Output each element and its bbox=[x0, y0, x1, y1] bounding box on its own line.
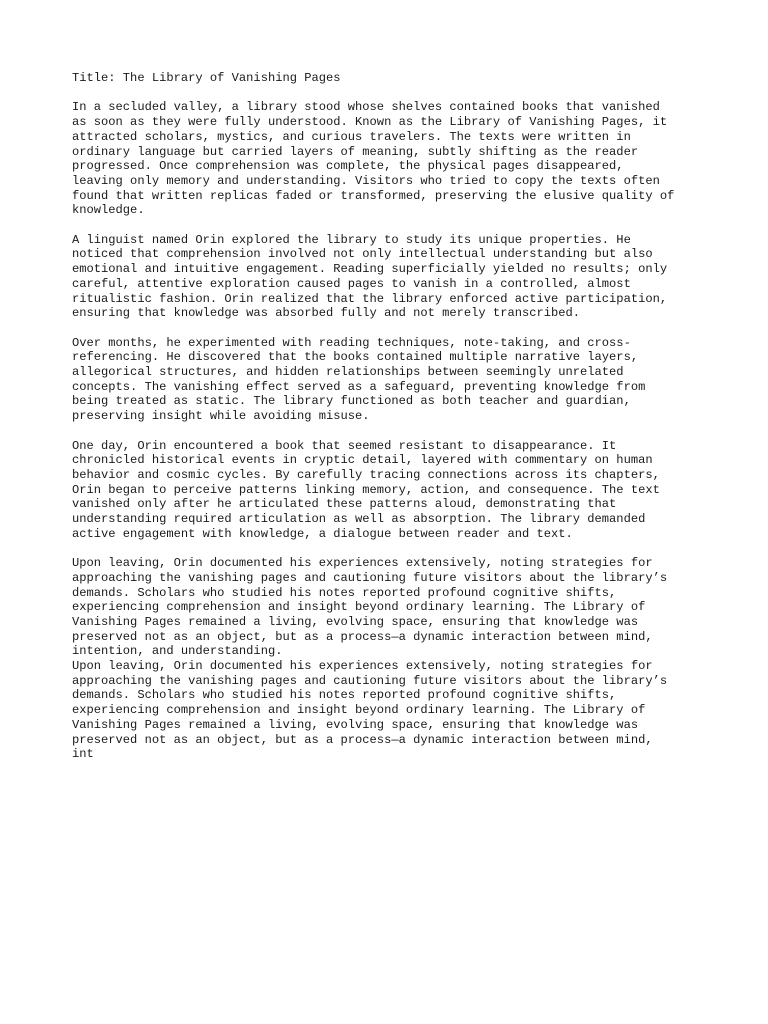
document-title: Title: The Library of Vanishing Pages bbox=[72, 71, 341, 85]
paragraph-4: One day, Orin encountered a book that seemed resistant to disappearance. It chronicled historical events in cryptic detail, layered with commentary on human behavior and cosmic cycles. By carefully tracing connections across its chapters, Orin began to perceive patterns linking memory, action, and consequence. The text vanished only after he articulated these patterns aloud, demonstrating that understanding required articulation as well as absorption. The library demanded active engagement with knowledge, a dialogue between reader and text. bbox=[72, 438, 660, 541]
paragraph-5: Upon leaving, Orin documented his experiences extensively, noting strategies for approaching the vanishing pages and cautioning future visitors about the library’s demands. Scholars who studied his notes reported profound cognitive shifts, experiencing comprehension and insight beyond ordinary learning. The Library of Vanishing Pages remained a living, evolving space, ensuring that knowledge was preserved not as an object, but as a process—a dynamic interaction between mind, intention, and understanding. bbox=[72, 556, 668, 659]
paragraph-2: A linguist named Orin explored the library to study its unique properties. He noticed that comprehension involved not only intellectual understanding but also emotional and intuitive engagement. Reading superficially yielded no results; only careful, attentive exploration caused pages to vanish in a controlled, almost ritualistic fashion. Orin realized that the library enforced active participation, ensuring that knowledge was absorbed fully and not merely transcribed. bbox=[72, 232, 668, 321]
paragraph-1: In a secluded valley, a library stood whose shelves contained books that vanished as soon as they were fully understood. Known as the Library of Vanishing Pages, it attracted scholars, mystics, and curious travelers. The texts were written in ordinary language but carried layers of meaning, subtly shifting as the reader progressed. Once comprehension was complete, the physical pages disappeared, leaving only memory and understanding. Visitors who tried to copy the texts often found that written replicas faded or transformed, preserving the elusive quality of knowledge. bbox=[72, 100, 675, 218]
paragraph-6-truncated: Upon leaving, Orin documented his experiences extensively, noting strategies for approaching the vanishing pages and cautioning future visitors about the library’s demands. Scholars who studied his notes reported profound cognitive shifts, experiencing comprehension and insight beyond ordinary learning. The Library of Vanishing Pages remained a living, evolving space, ensuring that knowledge was preserved not as an object, but as a process—a dynamic interaction between mind, int bbox=[72, 659, 668, 762]
document-page bbox=[72, 71, 712, 762]
paragraph-3: Over months, he experimented with reading techniques, note-taking, and cross- referencing. He discovered that the books contained multiple narrative layers, allegorical structures, and hidden relationships between seemingly unrelated concepts. The vanishing effect served as a safeguard, preventing knowledge from being treated as static. The library functioned as both teacher and guardian, preserving insight while avoiding misuse. bbox=[72, 335, 646, 424]
